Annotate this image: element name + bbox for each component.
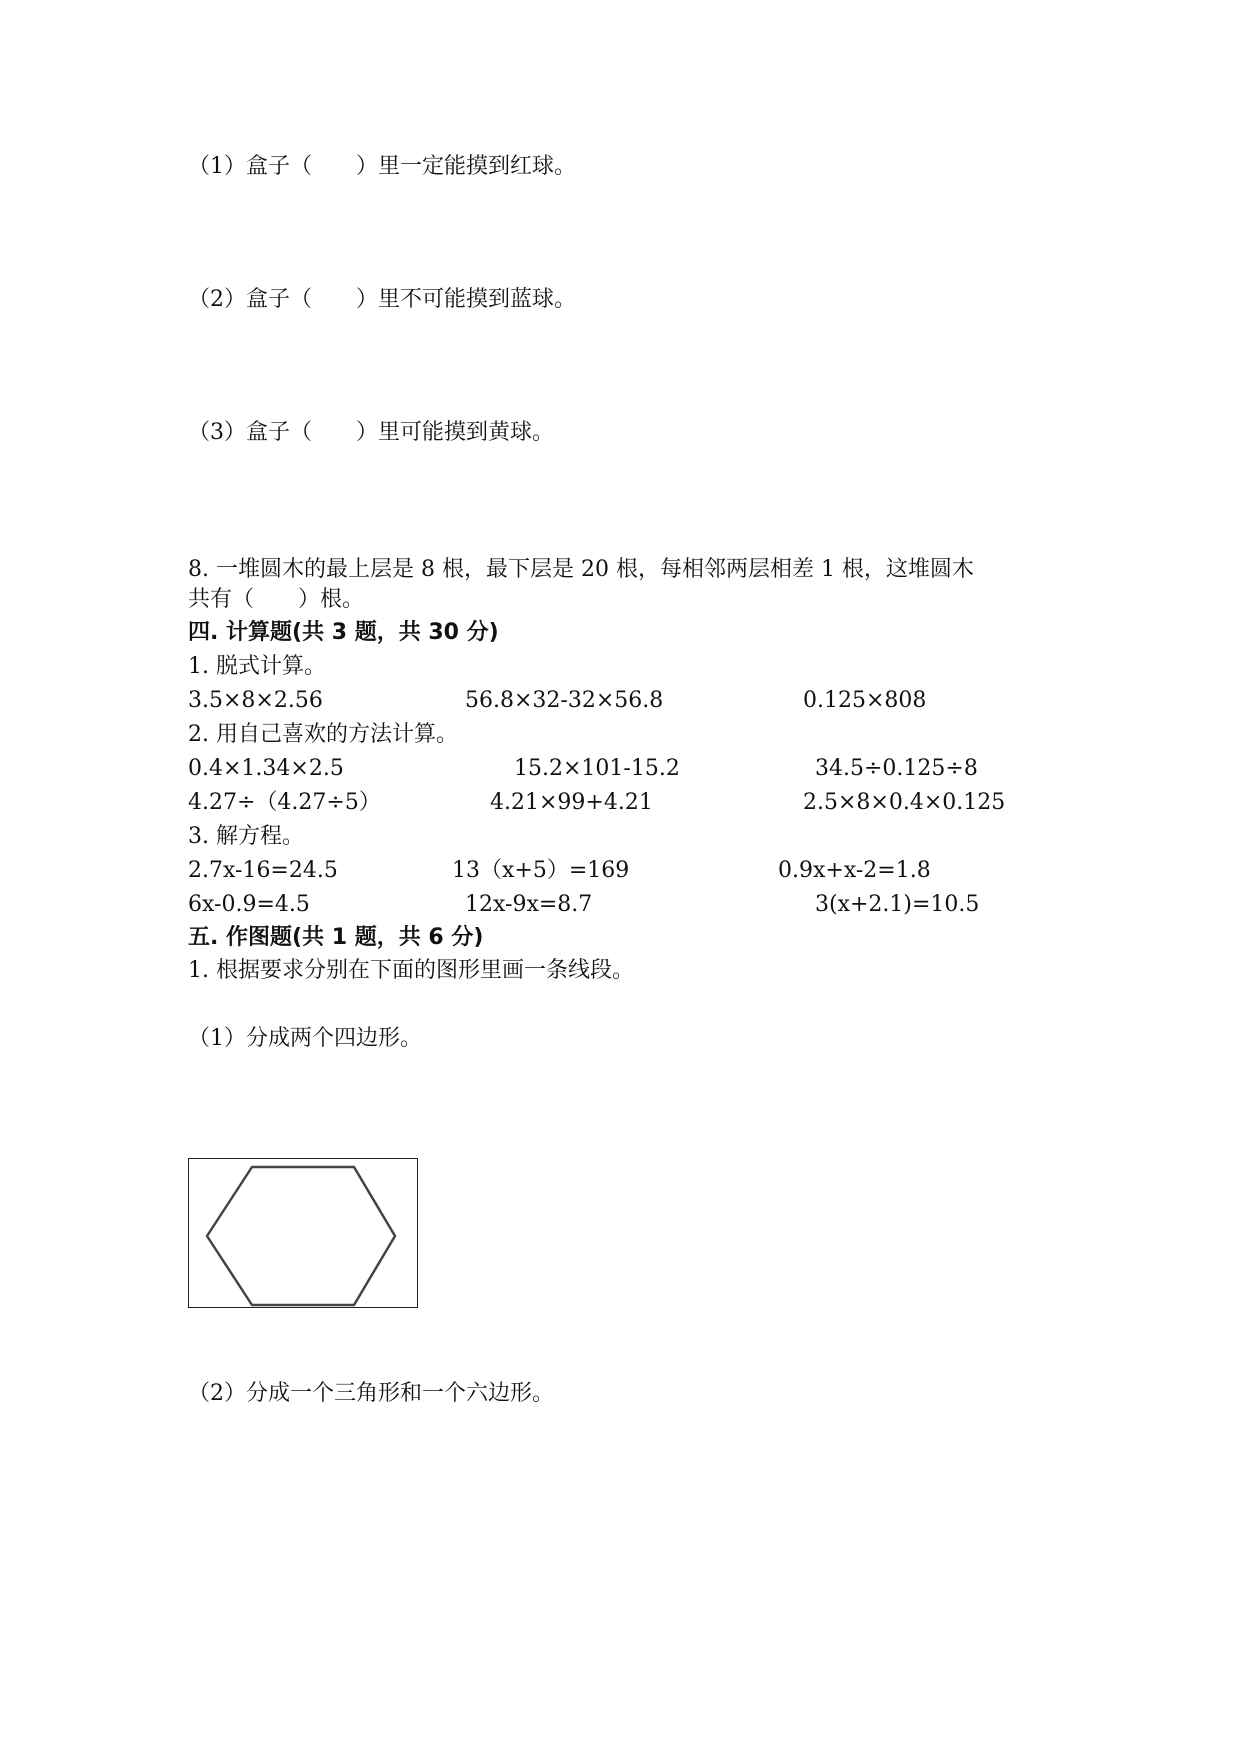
equation: 2.7x-16=24.5 xyxy=(188,858,338,883)
question-8-line-2: 共有（ ）根。 xyxy=(188,587,365,612)
expression: 34.5÷0.125÷8 xyxy=(815,756,978,781)
expression: 4.21×99+4.21 xyxy=(490,790,653,815)
box-question-3: （3）盒子（ ）里可能摸到黄球。 xyxy=(188,420,554,445)
expression: 56.8×32-32×56.8 xyxy=(465,688,664,713)
section-4-problem-3-title: 3. 解方程。 xyxy=(188,824,304,849)
drawing-subquestion-1: （1）分成两个四边形。 xyxy=(188,1026,422,1051)
box-question-1: （1）盒子（ ）里一定能摸到红球。 xyxy=(188,154,576,179)
expression: 0.125×808 xyxy=(803,688,927,713)
equation: 12x-9x=8.7 xyxy=(465,892,593,917)
drawing-subquestion-2: （2）分成一个三角形和一个六边形。 xyxy=(188,1381,554,1406)
hexagon-shape xyxy=(189,1159,417,1307)
equation: 0.9x+x-2=1.8 xyxy=(778,858,931,883)
expression: 0.4×1.34×2.5 xyxy=(188,756,344,781)
equation: 6x-0.9=4.5 xyxy=(188,892,310,917)
section-4-problem-1-title: 1. 脱式计算。 xyxy=(188,654,326,679)
expression: 15.2×101-15.2 xyxy=(514,756,680,781)
hexagon-outline xyxy=(207,1167,395,1305)
section-5-title: 五. 作图题(共 1 题，共 6 分) xyxy=(188,925,484,950)
equation: 13（x+5）=169 xyxy=(452,858,630,883)
question-8-line-1: 8. 一堆圆木的最上层是 8 根，最下层是 20 根，每相邻两层相差 1 根，这堆圆木 xyxy=(188,557,974,582)
section-4-title: 四. 计算题(共 3 题，共 30 分) xyxy=(188,620,499,645)
expression: 2.5×8×0.4×0.125 xyxy=(803,790,1006,815)
equation: 3(x+2.1)=10.5 xyxy=(815,892,980,917)
section-5-problem-1-title: 1. 根据要求分别在下面的图形里画一条线段。 xyxy=(188,958,634,983)
expression: 4.27÷（4.27÷5） xyxy=(188,790,381,815)
hexagon-figure xyxy=(188,1158,418,1308)
expression: 3.5×8×2.56 xyxy=(188,688,323,713)
section-4-problem-2-title: 2. 用自己喜欢的方法计算。 xyxy=(188,722,458,747)
box-question-2: （2）盒子（ ）里不可能摸到蓝球。 xyxy=(188,287,576,312)
